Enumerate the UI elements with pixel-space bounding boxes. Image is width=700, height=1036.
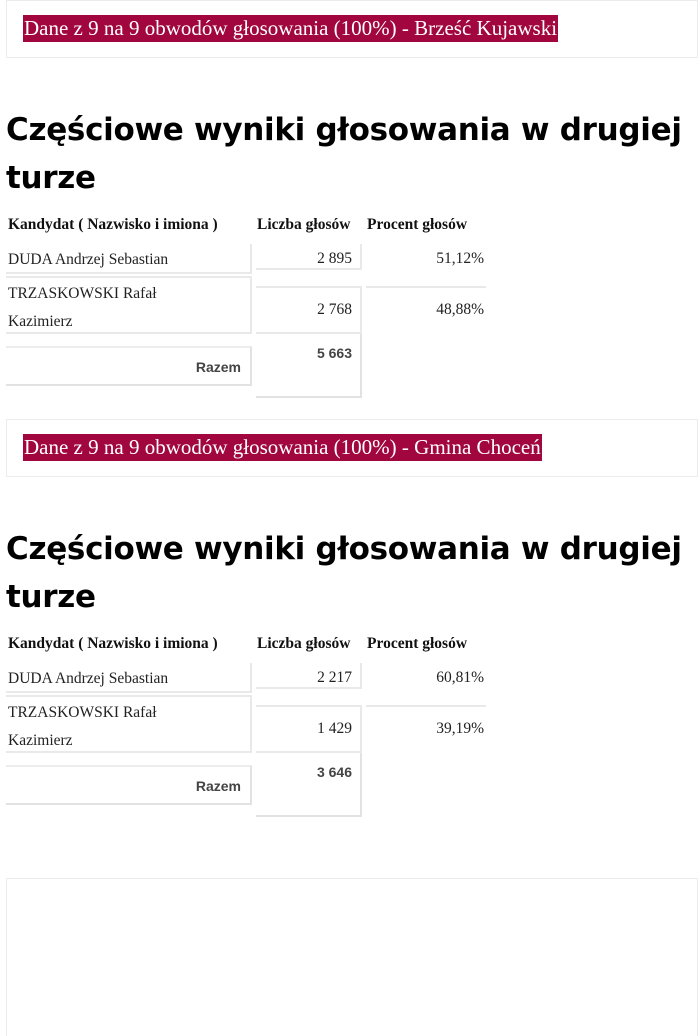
vote-count: 2 768 bbox=[317, 301, 352, 318]
table-row-votes bbox=[256, 286, 362, 334]
total-votes-cell bbox=[256, 334, 362, 398]
total-label-cell bbox=[6, 765, 252, 805]
total-label: Razem bbox=[195, 359, 241, 375]
column-header-votes: Liczba głosów bbox=[257, 635, 351, 652]
table-row-percent bbox=[366, 244, 486, 270]
table-row-votes bbox=[256, 705, 362, 753]
vote-percent: 48,88% bbox=[436, 301, 484, 318]
data-coverage-banner: Dane z 9 na 9 obwodów głosowania (100%) - Gmina Choceń bbox=[24, 435, 541, 459]
data-coverage-banner: Dane z 9 na 9 obwodów głosowania (100%) - Brześć Kujawski bbox=[24, 16, 558, 40]
total-votes-cell bbox=[256, 753, 362, 817]
total-votes: 5 663 bbox=[316, 345, 352, 361]
heading-line-1: Częściowe wyniki głosowania w drugiej bbox=[6, 112, 682, 148]
column-header-votes: Liczba głosów bbox=[257, 216, 351, 233]
section-heading bbox=[6, 106, 686, 202]
heading-line-2: turze bbox=[6, 160, 96, 196]
data-banner-box bbox=[6, 419, 698, 477]
total-label: Razem bbox=[195, 778, 241, 794]
vote-percent: 60,81% bbox=[436, 669, 484, 686]
data-banner-box bbox=[6, 0, 698, 58]
table-row-percent bbox=[366, 663, 486, 689]
vote-percent: 51,12% bbox=[436, 250, 484, 267]
vote-count: 2 217 bbox=[317, 669, 352, 686]
table-row-votes bbox=[256, 663, 362, 689]
vote-count: 1 429 bbox=[317, 720, 352, 737]
table-row-candidate-name bbox=[6, 663, 252, 693]
total-votes: 3 646 bbox=[316, 764, 352, 780]
total-label-cell bbox=[6, 346, 252, 386]
vote-count: 2 895 bbox=[317, 250, 352, 267]
candidate-name-line-1: TRZASKOWSKI Rafał bbox=[8, 704, 157, 721]
column-header-candidate: Kandydat ( Nazwisko i imiona ) bbox=[8, 635, 218, 652]
column-header-percent: Procent głosów bbox=[367, 635, 468, 652]
candidate-name-line-2: Kazimierz bbox=[8, 732, 73, 749]
table-row-votes bbox=[256, 244, 362, 270]
vote-percent: 39,19% bbox=[436, 720, 484, 737]
empty-content-box bbox=[6, 878, 698, 1036]
column-header-candidate: Kandydat ( Nazwisko i imiona ) bbox=[8, 216, 218, 233]
table-row-candidate-name bbox=[6, 695, 252, 753]
candidate-name: DUDA Andrzej Sebastian bbox=[8, 670, 169, 687]
column-header-percent: Procent głosów bbox=[367, 216, 468, 233]
heading-line-2: turze bbox=[6, 579, 96, 615]
table-row-candidate-name bbox=[6, 276, 252, 334]
table-row-percent bbox=[366, 286, 486, 334]
table-row-percent bbox=[366, 705, 486, 753]
candidate-name-line-2: Kazimierz bbox=[8, 313, 73, 330]
heading-line-1: Częściowe wyniki głosowania w drugiej bbox=[6, 531, 682, 567]
candidate-name-line-1: TRZASKOWSKI Rafał bbox=[8, 285, 157, 302]
section-heading bbox=[6, 525, 686, 621]
table-row-candidate-name bbox=[6, 244, 252, 274]
candidate-name: DUDA Andrzej Sebastian bbox=[8, 251, 169, 268]
